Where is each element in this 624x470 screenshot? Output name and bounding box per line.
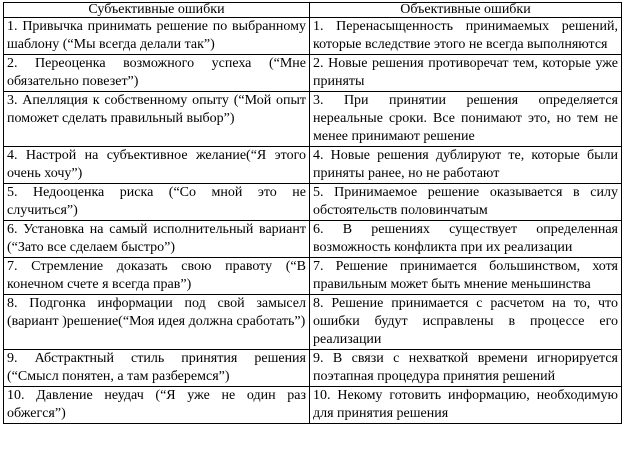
objective-text: 3. При принятии решения определяется нереальные сроки. Все понимают это, но тем не менее принимают решение: [313, 93, 618, 144]
subjective-cell: [4, 18, 310, 55]
objective-text: 7. Решение принимается большинством, хотя правильным может быть мнение меньшинства: [313, 259, 618, 292]
objective-cell: [310, 221, 622, 258]
header-objective: Объективные ошибки: [310, 3, 622, 18]
subjective-text: 2. Переоценка возможного успеха (“Мне обязательно повезет”): [7, 56, 306, 89]
table-row: [4, 258, 622, 295]
objective-cell: [310, 350, 622, 387]
table-row: [4, 350, 622, 387]
table-header-row: [4, 3, 622, 18]
objective-cell: [310, 147, 622, 184]
subjective-cell: [4, 184, 310, 221]
objective-cell: [310, 387, 622, 424]
table-row: [4, 92, 622, 147]
subjective-cell: [4, 55, 310, 92]
subjective-text: 3. Апелляция к собственному опыту (“Мой опыт поможет сделать правильный выбор”): [7, 93, 306, 126]
objective-cell: [310, 18, 622, 55]
objective-text: 6. В решениях существует определенная возможность конфликта при их реализации: [313, 222, 618, 255]
table-row: [4, 55, 622, 92]
table-row: [4, 184, 622, 221]
table-row: [4, 221, 622, 258]
objective-cell: [310, 295, 622, 350]
objective-text: 4. Новые решения дублируют те, которые были приняты ранее, но не работают: [313, 148, 618, 181]
header-subjective: Субъективные ошибки: [4, 3, 310, 18]
objective-cell: [310, 55, 622, 92]
table-row: [4, 147, 622, 184]
subjective-cell: [4, 221, 310, 258]
subjective-cell: [4, 147, 310, 184]
objective-cell: [310, 184, 622, 221]
subjective-cell: [4, 295, 310, 350]
subjective-cell: [4, 350, 310, 387]
subjective-cell: [4, 92, 310, 147]
objective-text: 8. Решение принимается с расчетом на то, что ошибки будут исправлены в процессе его реализации: [313, 296, 618, 347]
objective-cell: [310, 92, 622, 147]
objective-text: 2. Новые решения противоречат тем, которые уже приняты: [313, 56, 618, 89]
subjective-cell: [4, 387, 310, 424]
subjective-text: 4. Настрой на субъективное желание(“Я этого очень хочу”): [7, 148, 306, 181]
subjective-cell: [4, 258, 310, 295]
subjective-text: 1. Привычка принимать решение по выбранному шаблону (“Мы всегда делали так”): [7, 19, 306, 52]
objective-text: 1. Перенасыщенность принимаемых решений, которые вследствие этого не всегда выполняются: [313, 19, 618, 52]
subjective-text: 7. Стремление доказать свою правоту (“В конечном счете я всегда прав”): [7, 259, 306, 292]
objective-cell: [310, 258, 622, 295]
objective-text: 5. Принимаемое решение оказывается в силу обстоятельств половинчатым: [313, 185, 618, 218]
table-row: [4, 18, 622, 55]
subjective-text: 5. Недооценка риска (“Со мной это не случиться”): [7, 185, 306, 218]
subjective-text: 8. Подгонка информации под свой замысел (вариант )решение(“Моя идея должна сработать”): [7, 296, 306, 329]
table-row: [4, 295, 622, 350]
subjective-text: 9. Абстрактный стиль принятия решения (“Смысл понятен, а там разберемся”): [7, 351, 306, 384]
subjective-text: 10. Давление неудач (“Я уже не один раз обжегся”): [7, 388, 306, 421]
objective-text: 9. В связи с нехваткой времени игнорируется поэтапная процедура принятия решений: [313, 351, 618, 384]
errors-table: [3, 2, 622, 424]
subjective-text: 6. Установка на самый исполнительный вариант (“Зато все сделаем быстро”): [7, 222, 306, 255]
objective-text: 10. Некому готовить информацию, необходимую для принятия решения: [313, 388, 618, 421]
table-row: [4, 387, 622, 424]
